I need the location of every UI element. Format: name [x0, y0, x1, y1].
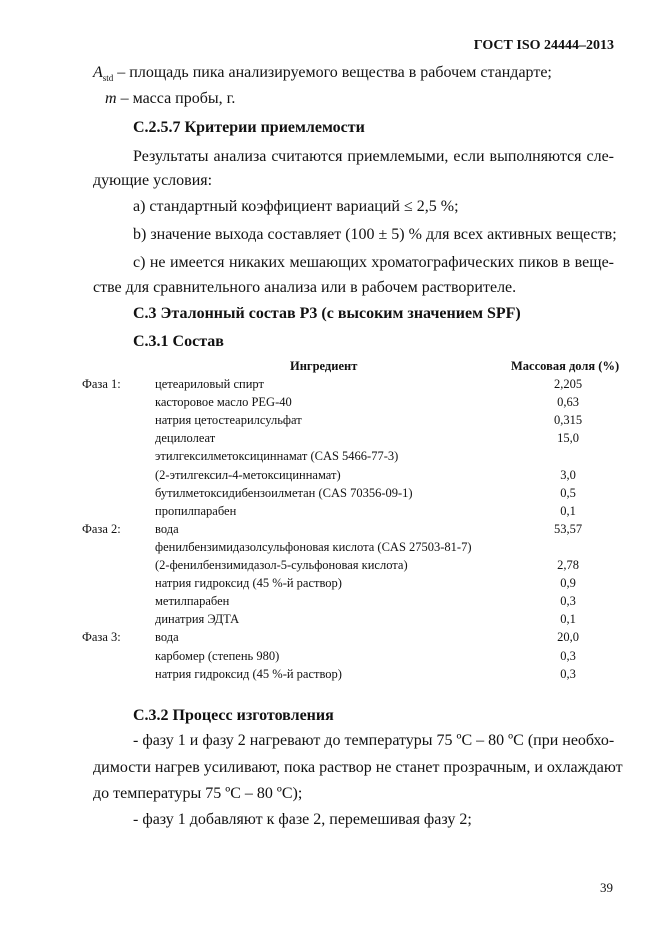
table-cell-mass-fraction: 0,63	[557, 395, 579, 409]
section-heading-c32: С.3.2 Процесс изготовления	[133, 707, 334, 724]
table-cell-phase: Фаза 2:	[82, 522, 121, 536]
table-cell-mass-fraction: 2,78	[557, 558, 579, 572]
table-cell-ingredient: этилгексилметоксициннамат (CAS 5466-77-3)	[155, 449, 399, 463]
astd-subscript: std	[102, 73, 114, 84]
table-cell-mass-fraction: 0,315	[553, 413, 583, 427]
section-heading-c3: С.3 Эталонный состав Р3 (с высоким значением SPF)	[133, 305, 521, 322]
table-cell-ingredient: фенилбензимидазолсульфоновая кислота (CAS 27503-81-7)	[155, 540, 472, 554]
table-cell-mass-fraction: 3,0	[560, 468, 576, 482]
table-cell-ingredient: (2-фенилбензимидазол-5-сульфоновая кислота)	[155, 558, 408, 572]
table-cell-ingredient: натрия цетостеарилсульфат	[155, 413, 302, 427]
table-cell-mass-fraction: 0,3	[560, 594, 576, 608]
document-header: ГОСТ ISO 24444–2013	[473, 38, 614, 53]
astd-symbol: A	[93, 64, 103, 81]
table-cell-ingredient: (2-этилгексил-4-метоксициннамат)	[155, 468, 341, 482]
table-cell-ingredient: вода	[155, 522, 179, 536]
table-cell-phase: Фаза 1:	[82, 377, 121, 391]
table-cell-ingredient: касторовое масло PEG-40	[155, 395, 292, 409]
astd-text: – площадь пика анализируемого вещества в рабочем стандарте;	[113, 64, 552, 81]
c32-step2: - фазу 1 добавляют к фазе 2, перемешивая фазу 2;	[133, 811, 472, 828]
table-cell-mass-fraction: 0,3	[560, 649, 576, 663]
section-heading-c257: С.2.5.7 Критерии приемлемости	[133, 119, 365, 136]
table-cell-mass-fraction: 53,57	[553, 522, 583, 536]
table-cell-mass-fraction: 0,5	[560, 486, 576, 500]
table-cell-ingredient: натрия гидроксид (45 %-й раствор)	[155, 667, 342, 681]
c257-intro-line2: дующие условия:	[93, 172, 213, 189]
table-cell-ingredient: бутилметоксидибензоилметан (CAS 70356-09-1)	[155, 486, 413, 500]
table-cell-phase: Фаза 3:	[82, 630, 121, 644]
table-cell-ingredient: динатрия ЭДТА	[155, 612, 240, 626]
table-cell-mass-fraction: 0,1	[560, 504, 576, 518]
table-cell-mass-fraction: 0,9	[560, 576, 576, 590]
table-cell-ingredient: натрия гидроксид (45 %-й раствор)	[155, 576, 342, 590]
c257-item-c-line1: с) не имеется никаких мешающих хроматографических пиков в веще-	[133, 254, 614, 271]
table-cell-mass-fraction: 20,0	[557, 630, 579, 644]
table-cell-ingredient: метилпарабен	[155, 594, 230, 608]
c257-item-c-line2: стве для сравнительного анализа или в рабочем растворителе.	[93, 279, 517, 296]
table-cell-ingredient: цетеариловый спирт	[155, 377, 264, 391]
table-cell-mass-fraction: 15,0	[557, 431, 579, 445]
m-text: – масса пробы, г.	[116, 90, 236, 107]
c257-intro-line1: Результаты анализа считаются приемлемыми, если выполняются сле-	[133, 148, 614, 165]
c32-step1-line1: - фазу 1 и фазу 2 нагревают до температуры 75 ºС – 80 ºС (при необхо-	[133, 732, 615, 749]
m-symbol: m	[105, 90, 117, 107]
c257-item-b: b) значение выхода составляет (100 ± 5) % для всех активных веществ;	[133, 226, 617, 243]
page-number: 39	[600, 880, 613, 895]
table-cell-ingredient: вода	[155, 630, 179, 644]
table-header-ingredient: Ингредиент	[290, 359, 358, 373]
section-heading-c31: С.3.1 Состав	[133, 333, 224, 350]
definition-astd	[93, 64, 552, 83]
table-cell-ingredient: карбомер (степень 980)	[155, 649, 280, 663]
definition-m	[105, 90, 235, 108]
table-cell-ingredient: децилолеат	[155, 431, 216, 445]
c32-step1-line3: до температуры 75 ºС – 80 ºС);	[93, 785, 303, 802]
table-cell-mass-fraction: 2,205	[553, 377, 583, 391]
table-cell-ingredient: пропилпарабен	[155, 504, 237, 518]
c32-step1-line2: димости нагрев усиливают, пока раствор не станет прозрачным, и охлаждают	[93, 759, 623, 776]
c257-item-a: а) стандартный коэффициент вариаций ≤ 2,5 %;	[133, 198, 459, 215]
table-cell-mass-fraction: 0,3	[560, 667, 576, 681]
table-header-mass-fraction: Массовая доля (%)	[511, 359, 620, 373]
table-cell-mass-fraction: 0,1	[560, 612, 576, 626]
